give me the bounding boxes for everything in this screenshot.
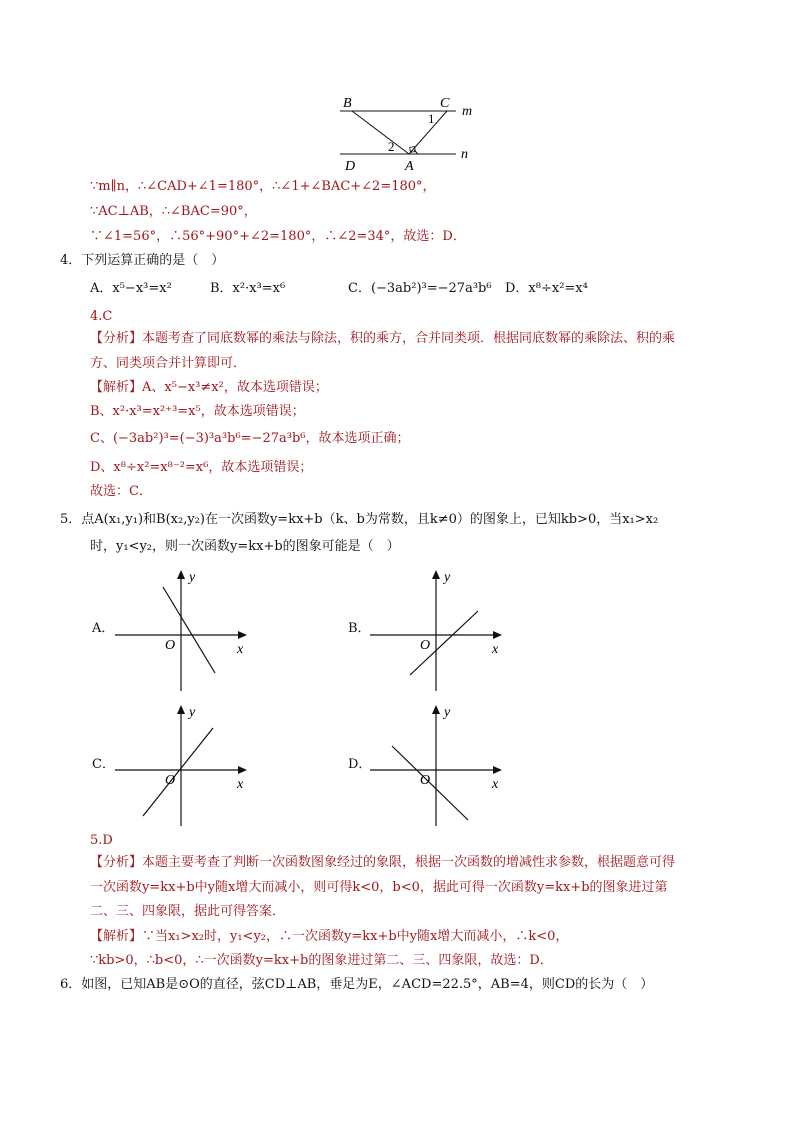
- q3-line-3: ∵∠1=56°，∴56°+90°+∠2=180°，∴∠2=34°，故选：D．: [90, 229, 466, 244]
- q5-option-d-label: D．: [348, 757, 372, 772]
- point-D: D: [345, 159, 356, 174]
- line-n-label: n: [461, 147, 468, 162]
- graph-b-o: O: [420, 638, 431, 653]
- q5-stem-line-1: 5．点A(x₁,y₁)和B(x₂,y₂)在一次函数y=kx+b（k、b为常数，且k≠0）的图象上，已知kb>0，当x₁>x₂: [60, 512, 659, 527]
- graph-a-x: x: [237, 642, 244, 657]
- q5-graph-d: [370, 700, 510, 830]
- solution-tag: 【解析】: [90, 380, 143, 395]
- q4-solution-text-1: A、x⁵−x³≠x²，故本选项错误；: [142, 380, 328, 395]
- line-m-label: m: [462, 104, 473, 119]
- q4-analysis-line-1: [90, 330, 675, 348]
- q4-solution-line-1: [90, 379, 328, 397]
- q5-option-b-label: B．: [348, 621, 371, 636]
- point-C: C: [440, 96, 450, 111]
- graph-c-line: [143, 728, 213, 816]
- solution-tag: 【解析】: [90, 929, 143, 944]
- q5-solution-line-1: [90, 928, 568, 946]
- q4-solution-line-3: C、(−3ab²)³=(−3)³a³b⁶=−27a³b⁶，故本选项正确；: [90, 431, 410, 446]
- q6-stem: 6．如图，已知AB是⊙O的直径，弦CD⊥AB，垂足为E，∠ACD=22.5°，AB=4，则CD的长为（ ）: [60, 977, 654, 992]
- q4-analysis-line-2: 方、同类项合并计算即可．: [90, 356, 247, 371]
- graph-d-o: O: [420, 773, 431, 788]
- q5-analysis-line-1: [90, 854, 675, 872]
- q4-option-d: D．x⁸÷x²=x⁴: [505, 281, 588, 296]
- q4-analysis-text-1: 本题考查了同底数幂的乘法与除法，积的乘方，合并同类项．根据同底数幂的乘除法、积的乘: [142, 331, 676, 346]
- graph-d-x: x: [492, 777, 499, 792]
- q4-solution-line-5: 故选：C．: [90, 484, 152, 499]
- q5-graph-c: [115, 700, 255, 830]
- analysis-tag: 【分析】: [90, 331, 143, 346]
- q5-answer: 5.D: [90, 833, 113, 848]
- q5-stem-line-2: 时，y₁<y₂，则一次函数y=kx+b的图象可能是（ ）: [90, 539, 400, 554]
- point-B: B: [343, 96, 352, 111]
- q4-option-b: B．x²·x³=x⁶: [210, 281, 286, 296]
- q3-line-2: ∵AC⊥AB，∴∠BAC=90°，: [90, 204, 257, 219]
- graph-a-line: [163, 587, 215, 673]
- graph-b-x: x: [492, 642, 499, 657]
- q4-answer: 4.C: [90, 309, 113, 324]
- q5-analysis-text-1: 本题主要考查了判断一次函数图象经过的象限，根据一次函数的增减性求参数，根据题意可得: [142, 855, 676, 870]
- parallel-lines-figure: [330, 92, 480, 174]
- q4-option-a: A．x⁵−x³=x²: [90, 281, 172, 296]
- q4-stem: 4．下列运算正确的是（ ）: [60, 253, 225, 268]
- graph-a-y: y: [189, 570, 196, 585]
- q5-option-c-label: C．: [92, 757, 115, 772]
- graph-c-x: x: [237, 777, 244, 792]
- q5-analysis-line-2: 一次函数y=kx+b中y随x增大而减小，则可得k<0，b<0，据此可得一次函数y=kx+b的图象进过第: [90, 880, 668, 895]
- q5-graph-a: [115, 565, 255, 695]
- q5-graph-b: [370, 565, 510, 695]
- q4-solution-line-4: D、x⁸÷x²=x⁸⁻²=x⁶，故本选项错误；: [90, 460, 313, 475]
- point-A: A: [405, 159, 414, 174]
- segment-BA: [352, 111, 409, 154]
- q5-solution-line-2: ∵kb>0，∴b<0，∴一次函数y=kx+b的图象进过第二、三、四象限，故选：D．: [90, 953, 553, 968]
- q5-analysis-line-3: 二、三、四象限，据此可得答案．: [90, 904, 286, 919]
- analysis-tag: 【分析】: [90, 855, 143, 870]
- graph-c-o: O: [165, 773, 176, 788]
- graph-d-y: y: [444, 705, 451, 720]
- q4-option-c: C．(−3ab²)³=−27a³b⁶: [348, 281, 492, 296]
- graph-c-y: y: [189, 705, 196, 720]
- q3-line-1: ∵m∥n，∴∠CAD+∠1=180°，∴∠1+∠BAC+∠2=180°，: [90, 179, 436, 194]
- q4-solution-line-2: B、x²·x³=x²⁺³=x⁵，故本选项错误；: [90, 404, 305, 419]
- q5-option-a-label: A．: [92, 621, 115, 636]
- q5-solution-text-1: ∵当x₁>x₂时，y₁<y₂，∴一次函数y=kx+b中y随x增大而减小，∴k<0，: [142, 929, 569, 944]
- graph-b-y: y: [444, 570, 451, 585]
- angle-1-label: 1: [428, 111, 435, 126]
- angle-2-label: 2: [388, 139, 395, 154]
- graph-a-o: O: [165, 638, 176, 653]
